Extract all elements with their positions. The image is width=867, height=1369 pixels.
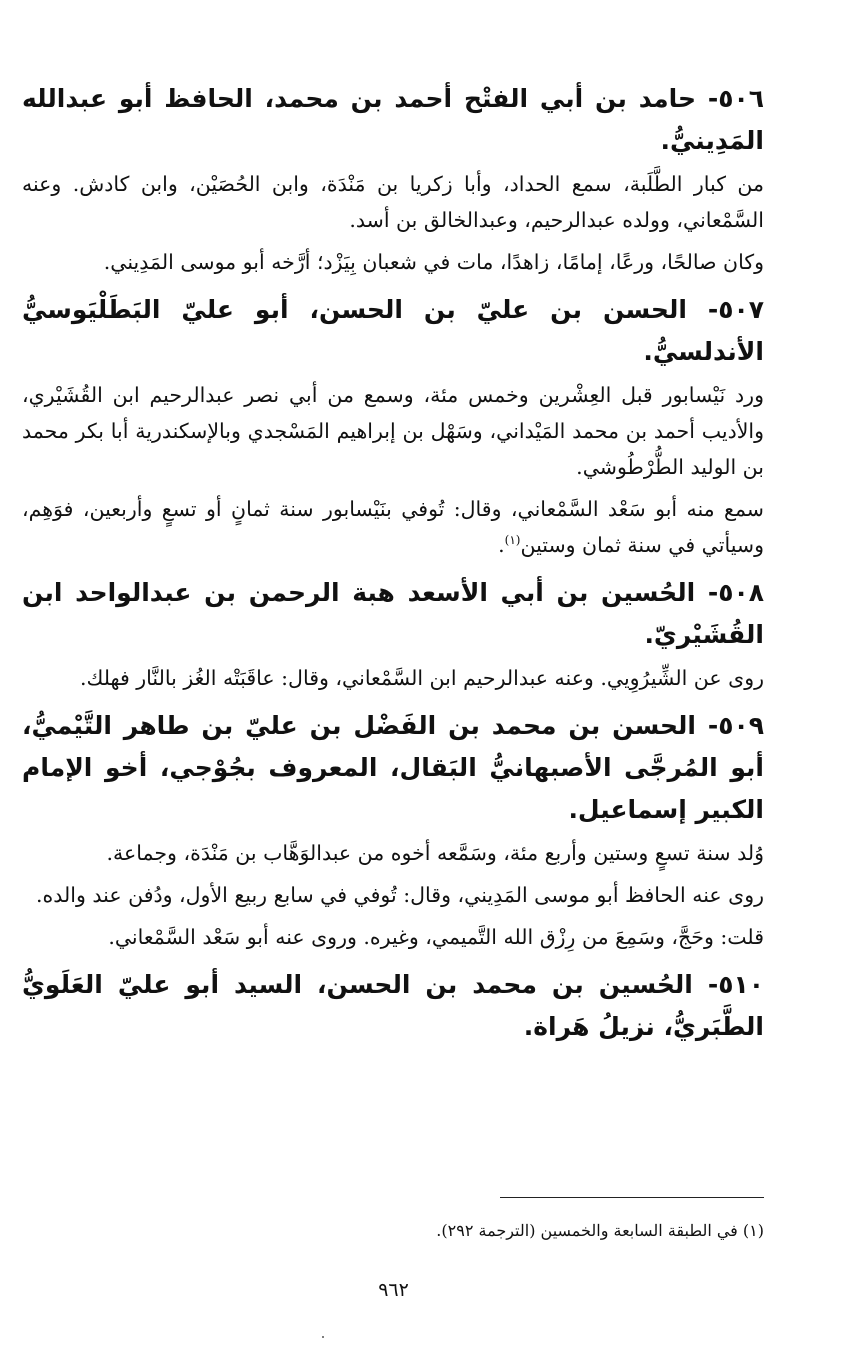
entry-heading: ٥٠٦- حامد بن أبي الفتْح أحمد بن محمد، الحافظ أبو عبدالله المَدِينيُّ.	[22, 84, 764, 155]
entry-paragraph-with-footnote	[22, 491, 764, 563]
entry-paragraph: روى عنه الحافظ أبو موسى المَدِيني، وقال: تُوفي في سابع ربيع الأول، ودُفن عند والده.	[36, 883, 764, 907]
entry-508	[22, 572, 764, 696]
entry-heading: ٥٠٨- الحُسين بن أبي الأسعد هبة الرحمن بن عبدالواحد ابن القُشَيْريّ.	[22, 578, 764, 649]
page-number: ٩٦٢	[378, 1279, 409, 1301]
footnote: (١) في الطبقة السابعة والخمسين (الترجمة ٢٩٢).	[436, 1221, 764, 1240]
entry-paragraph: وُلد سنة تسعٍ وستين وأربع مئة، وسَمَّعه أخوه من عبدالوَهَّاب بن مَنْدَة، وجماعة.	[106, 841, 764, 865]
entry-paragraph: وكان صالحًا، ورعًا، إمامًا، زاهدًا، مات في شعبان بِيَزْد؛ أرَّخه أبو موسى المَدِيني.	[103, 250, 764, 274]
entry-paragraph: روى عن الشِّيرُوِيي. وعنه عبدالرحيم ابن السَّمْعاني، وقال: عاقَبَتْه الغُز بالنَّار فهلك.	[79, 666, 764, 690]
entry-paragraph: قلت: وحَجَّ، وسَمِعَ من رِزْق الله التَّميمي، وغيره. وروى عنه أبو سَعْد السَّمْعاني.	[108, 925, 764, 949]
entry-507	[22, 289, 764, 563]
entry-heading: ٥٠٩- الحسن بن محمد بن الفَضْل بن عليّ بن طاهر التَّيْميُّ، أبو المُرجَّى الأصبهانيُّ البَقال، المعروف بجُوْجي، أخو الإمام الكبير إسماعيل.	[22, 711, 764, 824]
scan-speck	[322, 1336, 324, 1338]
entry-510	[22, 964, 764, 1048]
entry-506	[22, 78, 764, 280]
paragraph-text: سمع منه أبو سَعْد السَّمْعاني، وقال: تُوفي بنَيْسابور سنة ثمانٍ أو تسعٍ وأربعين، فوَهِم، وسيأتي في سنة ثمان وستين	[22, 497, 764, 557]
entry-paragraph: من كبار الطَّلَبة، سمع الحداد، وأبا زكريا بن مَنْدَة، وابن الحُصَيْن، وابن كادش. وعنه السَّمْعاني، وولده عبدالرحيم، وعبدالخالق بن أسد.	[22, 172, 764, 232]
entry-paragraph: ورد نَيْسابور قبل العِشْرين وخمس مئة، وسمع من أبي نصر عبدالرحيم ابن القُشَيْري، والأديب أحمد بن محمد المَيْداني، وسَهْل بن إبراهيم المَسْجدي وبالإسكندرية أبا بكر محمد بن الوليد الطُّرْطُوشي.	[22, 383, 764, 479]
page-body	[22, 78, 764, 1057]
entry-heading: ٥٠٧- الحسن بن عليّ بن الحسن، أبو عليّ البَطَلْيَوسيُّ الأندلسيُّ.	[22, 295, 764, 366]
entry-509	[22, 705, 764, 955]
entry-heading: ٥١٠- الحُسين بن محمد بن الحسن، السيد أبو عليّ العَلَويُّ الطَّبَريُّ، نزيلُ هَراة.	[22, 970, 764, 1041]
paragraph-end: .	[498, 533, 505, 557]
footnote-reference: (١)	[504, 533, 521, 548]
footnote-separator	[500, 1197, 764, 1198]
